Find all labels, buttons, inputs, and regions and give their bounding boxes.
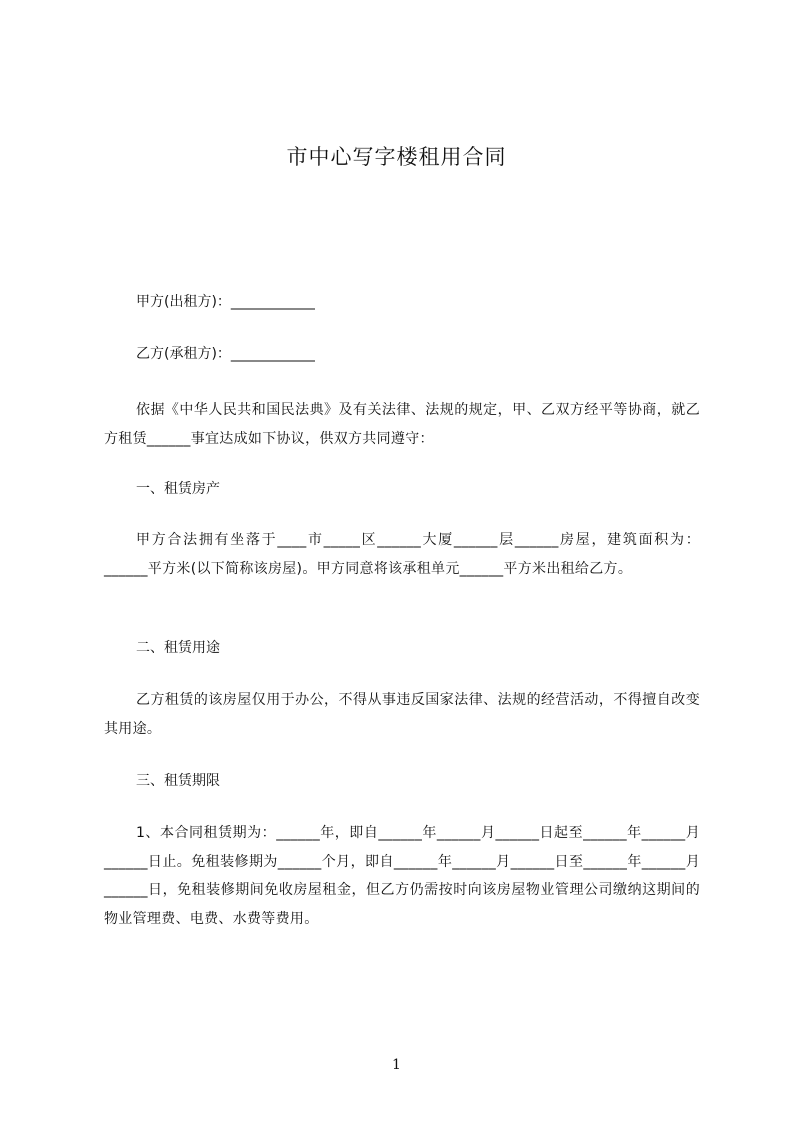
page-number: 1 — [392, 1057, 401, 1073]
page-title: 市中心写字楼租用合同 — [286, 145, 507, 169]
section-heading-1: 一、租赁房产 — [136, 481, 220, 497]
section-1-paragraph: 甲方合法拥有坐落于____市_____区______大厦______层______房屋，建筑面积为：______平方米(以下简称该房屋)。甲方同意将该承租单元______平方米出租给乙方。 — [104, 532, 700, 577]
section-2-paragraph: 乙方租赁的该房屋仅用于办公，不得从事违反国家法律、法规的经营活动，不得擅自改变其用途。 — [104, 692, 700, 737]
section-heading-3: 三、租赁期限 — [136, 773, 220, 789]
party-a-line: 甲方(出租方)：____________ — [136, 294, 315, 310]
party-b-line: 乙方(承租方)：____________ — [136, 346, 315, 362]
section-3-paragraph: 1、本合同租赁期为：______年，即自______年______月______日起至______年______月______日止。免租装修期为______个月，即自______年______月______日至______年______月______日，免租装修期间免收房屋租金，但乙方仍需按时向该房屋物业管理公司缴纳这期间的物业管理费、电费、水费等费用。 — [104, 825, 700, 927]
section-heading-2: 二、租赁用途 — [136, 640, 220, 656]
preamble-paragraph: 依据《中华人民共和国民法典》及有关法律、法规的规定，甲、乙双方经平等协商，就乙方租赁______事宜达成如下协议，供双方共同遵守： — [104, 402, 700, 447]
